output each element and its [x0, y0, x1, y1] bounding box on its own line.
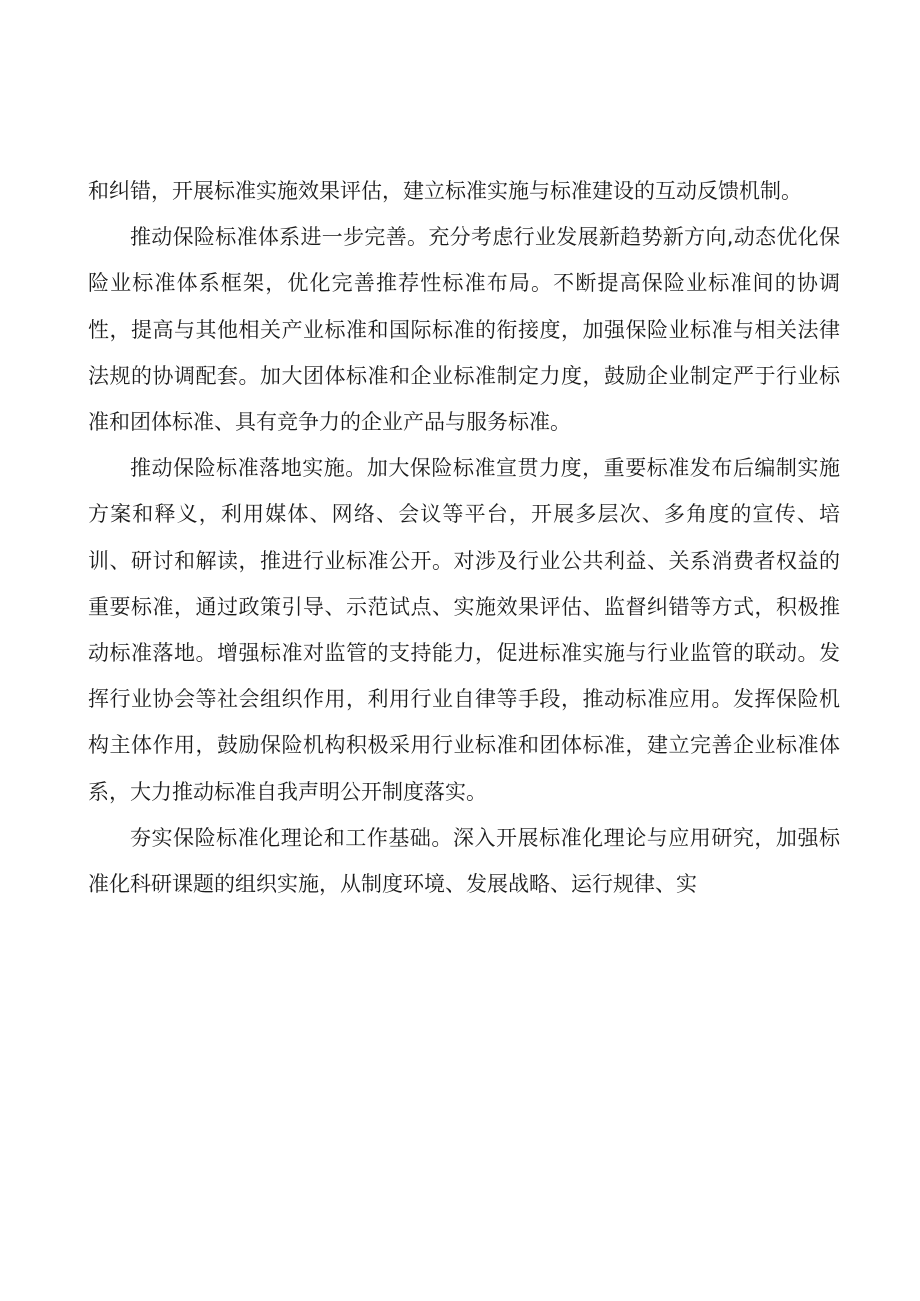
paragraph-standard-system: 推动保险标准体系进一步完善。充分考虑行业发展新趋势新方向,动态优化保险业标准体系框架，优化完善推荐性标准布局。不断提高保险业标准间的协调性，提高与其他相关产业标准和国际标准的衔接度，加强保险业标准与相关法律法规的协调配套。加大团体标准和企业标准制定力度，鼓励企业制定严于行业标准和团体标准、具有竞争力的企业产品与服务标准。 — [88, 225, 840, 435]
paragraph-standard-implementation: 推动保险标准落地实施。加大保险标准宣贯力度，重要标准发布后编制实施方案和释义，利用媒体、网络、会议等平台，开展多层次、多角度的宣传、培训、研讨和解读，推进行业标准公开。对涉及行业公共利益、关系消费者权益的重要标准，通过政策引导、示范试点、实施效果评估、监督纠错等方式，积极推动标准落地。增强标准对监管的支持能力，促进标准实施与行业监管的联动。发挥行业协会等社会组织作用，利用行业自律等手段，推动标准应用。发挥保险机构主体作用，鼓励保险机构积极采用行业标准和团体标准，建立完善企业标准体系，大力推动标准自我声明公开制度落实。 — [88, 456, 840, 804]
paragraph-standardization-foundation: 夯实保险标准化理论和工作基础。深入开展标准化理论与应用研究，加强标准化科研课题的组织实施，从制度环境、发展战略、运行规律、实 — [88, 825, 840, 897]
document-body — [88, 168, 840, 907]
paragraph-continuation: 和纠错，开展标准实施效果评估，建立标准实施与标准建设的互动反馈机制。 — [88, 179, 802, 203]
